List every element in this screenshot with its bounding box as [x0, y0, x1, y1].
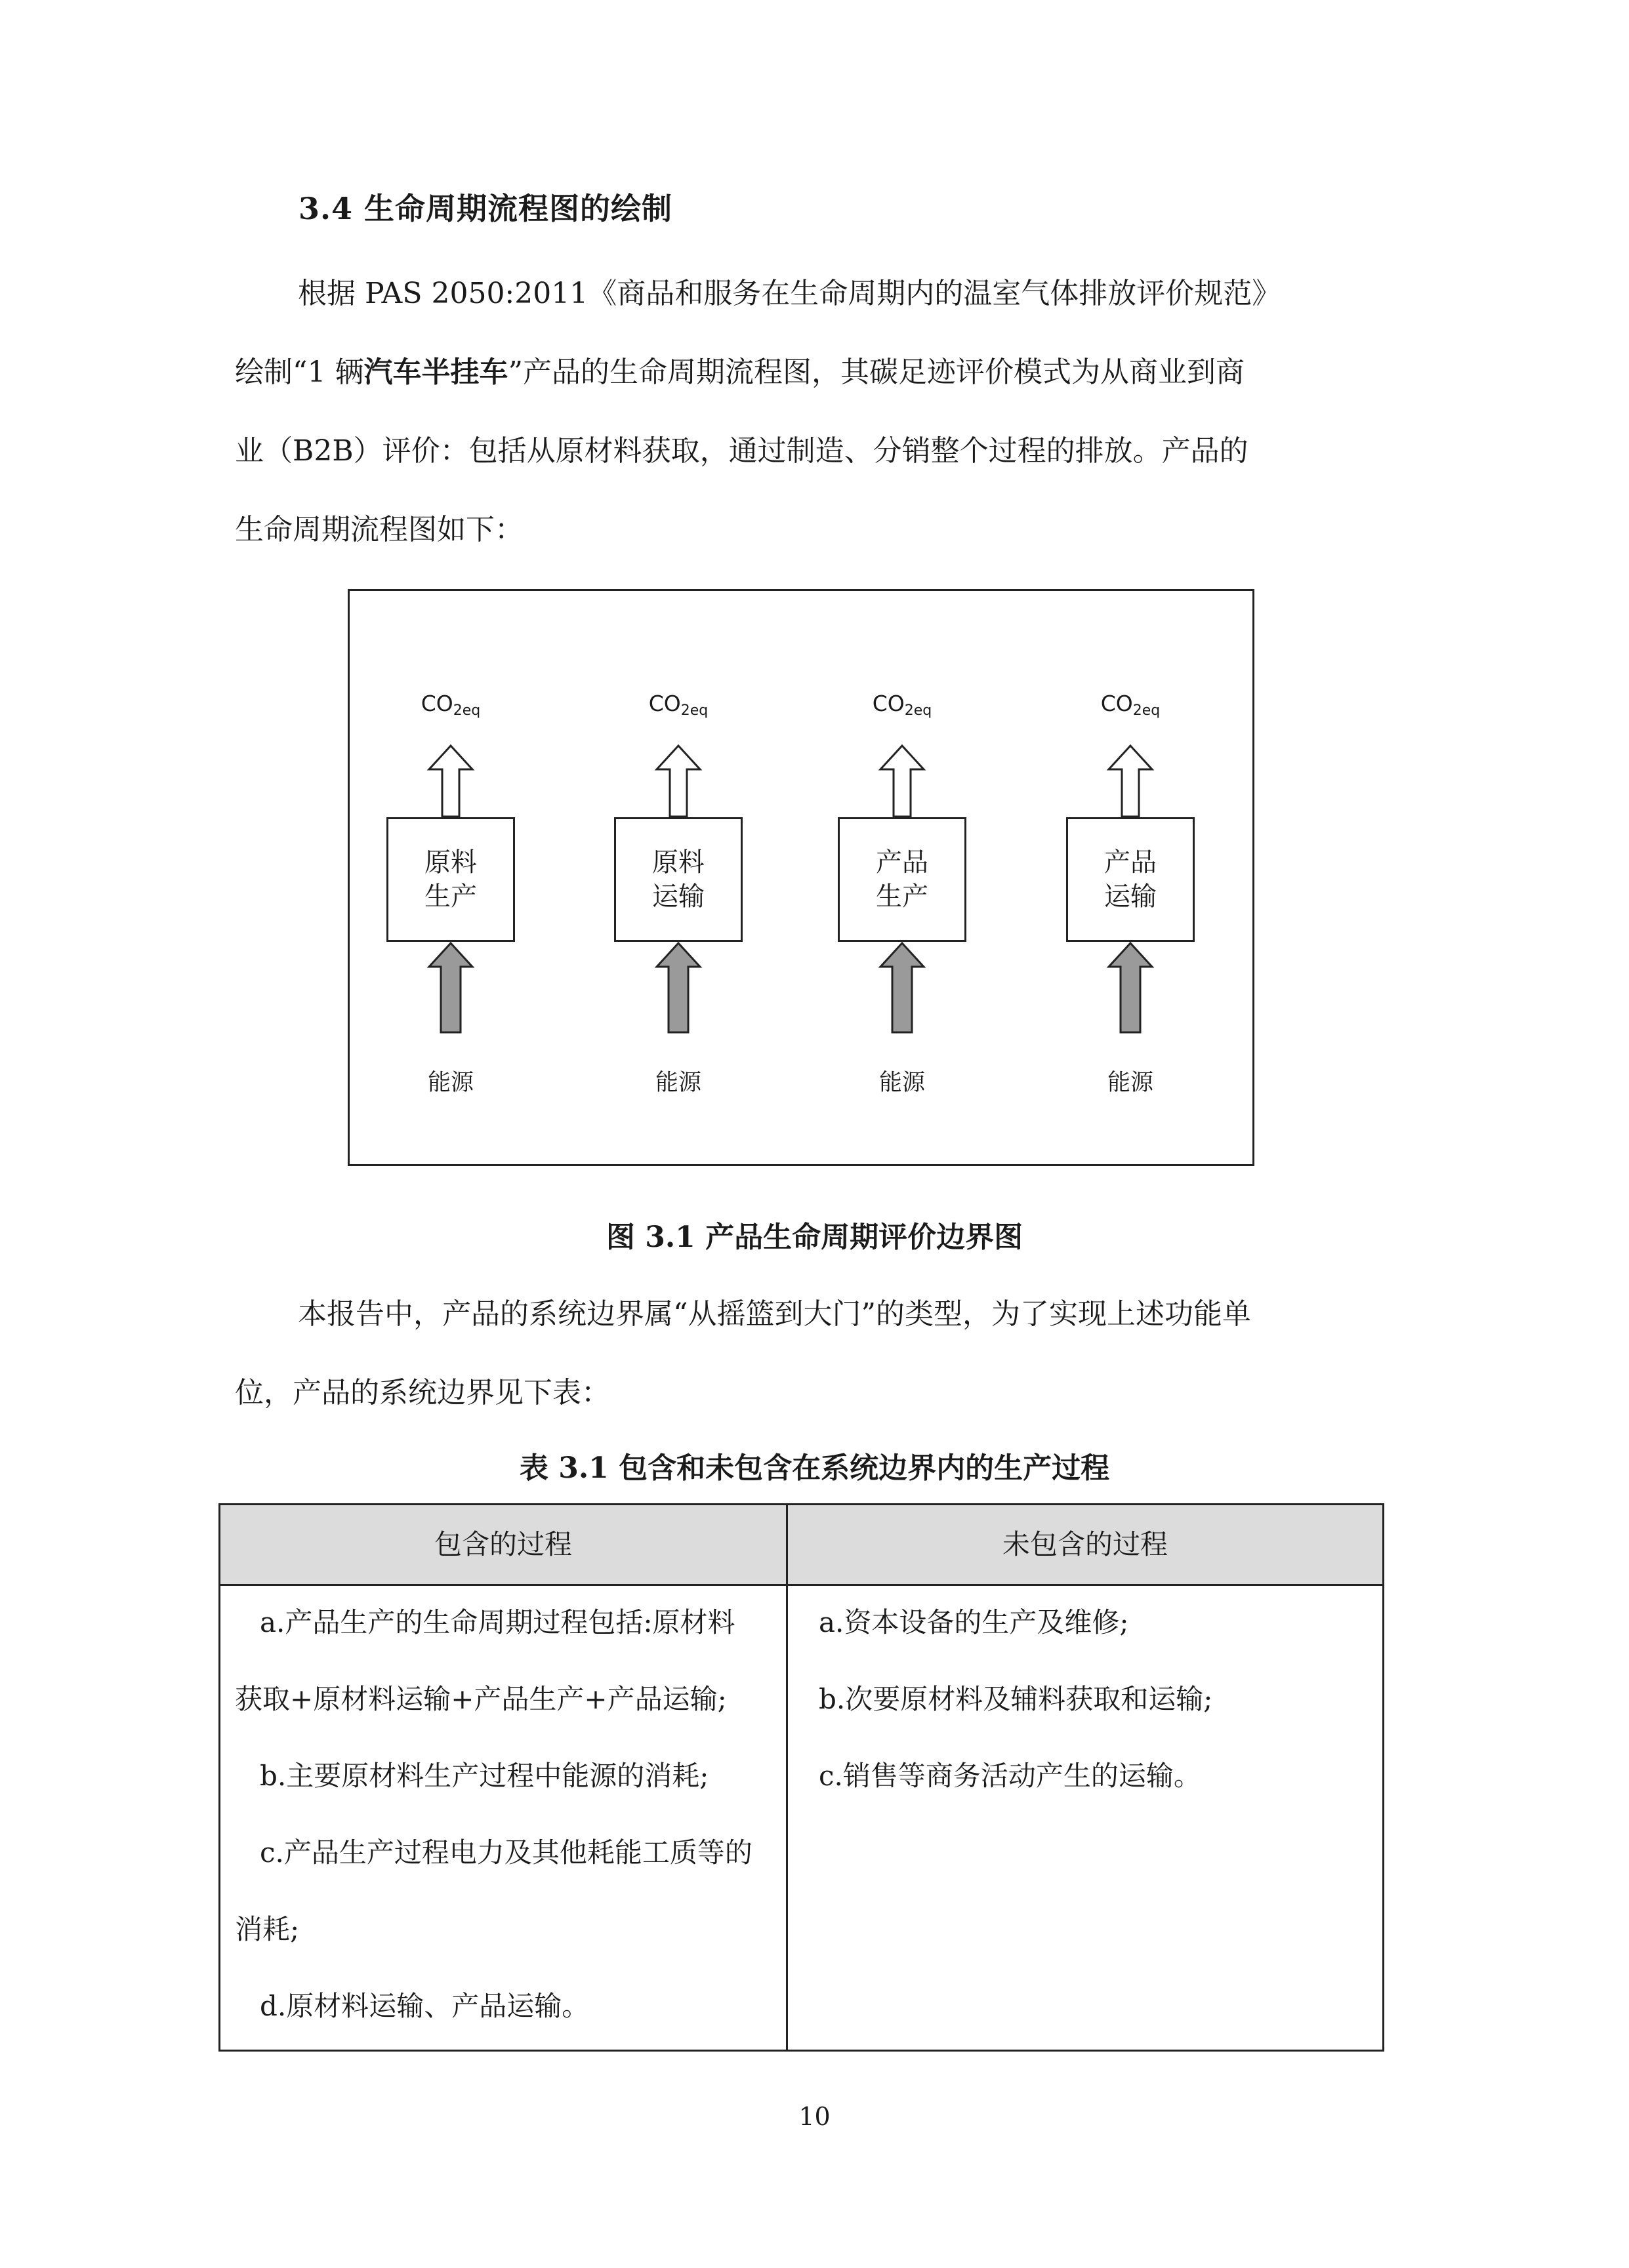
included-item: b.主要原材料生产过程中能源的消耗;	[260, 1760, 709, 1792]
body-line-2: 位，产品的系统边界见下表：	[235, 1376, 610, 1409]
stage-label: 产品	[876, 847, 928, 878]
excluded-item: b.次要原材料及辅料获取和运输;	[819, 1683, 1213, 1715]
co2-output-label	[385, 691, 516, 719]
co2-subscript: 2eq	[453, 702, 481, 719]
excluded-item: a.资本设备的生产及维修;	[819, 1606, 1129, 1638]
lifecycle-diagram	[348, 589, 1254, 1166]
emission-arrow-icon	[879, 744, 925, 818]
emission-arrow-icon	[655, 744, 701, 818]
stage-label: 原料	[652, 847, 705, 878]
emission-arrow-icon	[428, 744, 474, 818]
energy-input-label: 能源	[878, 1070, 925, 1096]
included-item: c.产品生产过程电力及其他耗能工质等的	[260, 1836, 753, 1869]
excluded-cell	[819, 1584, 1370, 1814]
co2-subscript: 2eq	[904, 702, 932, 719]
header-included: 包含的过程	[434, 1528, 572, 1560]
co2-text: CO	[648, 691, 681, 716]
included-item: 获取+原材料运输+产品生产+产品运输;	[235, 1683, 727, 1715]
co2-text: CO	[872, 691, 905, 716]
co2-subscript: 2eq	[1132, 702, 1161, 719]
co2-text: CO	[421, 691, 453, 716]
stage-box	[1066, 817, 1195, 942]
co2-output-label	[836, 691, 968, 719]
emission-arrow-icon	[1107, 744, 1153, 818]
intro-line-4: 生命周期流程图如下：	[235, 513, 524, 546]
stage-label: 运输	[1104, 881, 1157, 912]
co2-output-label	[613, 691, 744, 719]
figure-caption: 图 3.1 产品生命周期评价边界图	[606, 1221, 1023, 1254]
energy-arrow-icon	[1107, 942, 1153, 1034]
energy-arrow-icon	[879, 942, 925, 1034]
boundary-table	[218, 1503, 1384, 2052]
product-name-bold: 汽车半挂车	[363, 355, 508, 389]
excluded-item: c.销售等商务活动产生的运输。	[819, 1760, 1201, 1792]
body-line-1: 本报告中，产品的系统边界属“从摇篮到大门”的类型，为了实现上述功能单	[298, 1297, 1251, 1331]
stage-label: 运输	[652, 881, 705, 912]
energy-arrow-icon	[428, 942, 474, 1034]
intro-paragraph	[235, 254, 1370, 569]
stage-label: 生产	[424, 881, 477, 912]
intro-line-2	[235, 333, 1370, 412]
included-cell	[235, 1584, 778, 2044]
stage-label: 原料	[424, 847, 477, 878]
co2-subscript: 2eq	[680, 702, 709, 719]
stage-box	[838, 817, 966, 942]
intro-line-2-b: ”产品的生命周期流程图，其碳足迹评价模式为从商业到商	[508, 355, 1245, 389]
included-item: a.产品生产的生命周期过程包括:原材料	[260, 1606, 735, 1638]
energy-input-label: 能源	[1107, 1070, 1153, 1096]
body-paragraph	[235, 1275, 1370, 1432]
stage-box	[614, 817, 743, 942]
included-item: 消耗;	[235, 1913, 300, 1945]
intro-line-3: 业（B2B）评价：包括从原材料获取，通过制造、分销整个过程的排放。产品的	[235, 434, 1248, 468]
table-column-divider	[786, 1505, 788, 2050]
intro-line-2-a: 绘制“1 辆	[235, 355, 364, 389]
section-heading: 3.4 生命周期流程图的绘制	[299, 191, 673, 226]
included-item: d.原材料运输、产品运输。	[260, 1990, 590, 2022]
stage-box	[386, 817, 515, 942]
stage-label: 产品	[1104, 847, 1157, 878]
table-caption: 表 3.1 包含和未包含在系统边界内的生产过程	[519, 1451, 1110, 1485]
energy-input-label: 能源	[655, 1070, 701, 1096]
stage-label: 生产	[876, 881, 928, 912]
intro-line-1: 根据 PAS 2050:2011《商品和服务在生命周期内的温室气体排放评价规范》	[298, 277, 1281, 310]
page-number: 10	[798, 2102, 831, 2131]
co2-output-label	[1065, 691, 1196, 719]
energy-arrow-icon	[655, 942, 701, 1034]
energy-input-label: 能源	[427, 1070, 474, 1096]
header-excluded: 未包含的过程	[1002, 1528, 1168, 1560]
co2-text: CO	[1100, 691, 1133, 716]
